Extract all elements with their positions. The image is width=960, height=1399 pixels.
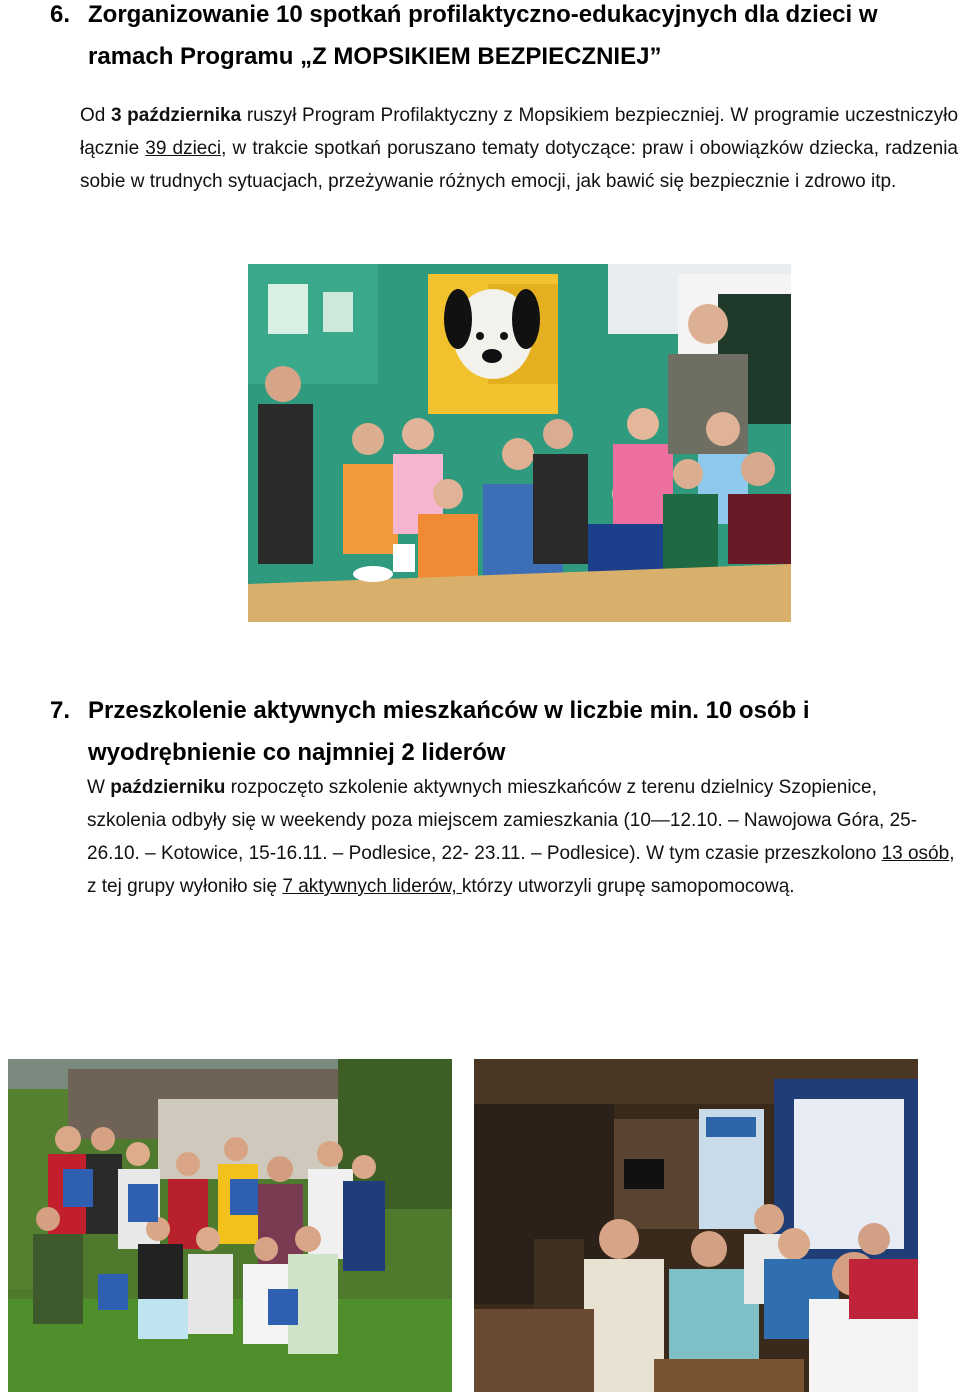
section-7-number: 7.	[50, 697, 71, 724]
section-6-number: 6.	[50, 1, 71, 28]
outdoor-group-photo	[8, 1059, 452, 1392]
section-6-title: Zorganizowanie 10 spotkań profilaktyczno-edukacyjnych dla dzieci w ramach Programu „Z MOPSIKIEM BEZPIECZNIEJ”	[88, 1, 878, 70]
leaders-count: 7 aktywnych liderów,	[282, 876, 462, 897]
section-7-paragraph: W październiku rozpoczęto szkolenie aktywnych mieszkańców z terenu dzielnicy Szopienice, szkolenia odbyły się w weekendy poza miejscem zamieszkania (10—12.10. – Nawojowa Góra, 25-26.10. – Kotowice, 15-16.11. – Podlesice, 22- 23.11. – Podlesice). W tym czasie przeszkolono 13 osób, z tej grupy wyłoniło się 7 aktywnych liderów, którzy utworzyli grupę samopomocową.	[87, 777, 955, 897]
children-count: 39 dzieci	[145, 138, 222, 159]
section-7-heading	[50, 690, 930, 774]
month-start: październiku	[110, 777, 226, 798]
section-6-heading	[50, 0, 950, 78]
section-7-title: Przeszkolenie aktywnych mieszkańców w liczbie min. 10 osób i wyodrębnienie co najmniej 2 liderów	[88, 697, 810, 766]
indoor-training-photo	[474, 1059, 918, 1392]
section-6-paragraph: Od 3 października ruszył Program Profilaktyczny z Mopsikiem bezpieczniej. W programie uczestniczyło łącznie 39 dzieci, w trakcie spotkań poruszano tematy dotyczące: praw i obowiązków dziecka, radzenia sobie w trudnych sytuacjach, przeżywanie różnych emocji, jak bawić się bezpiecznie i zdrowo itp.	[80, 105, 959, 192]
children-group-photo	[248, 264, 791, 622]
date-start: 3 października	[110, 105, 242, 126]
trained-count: 13 osób	[881, 843, 950, 864]
